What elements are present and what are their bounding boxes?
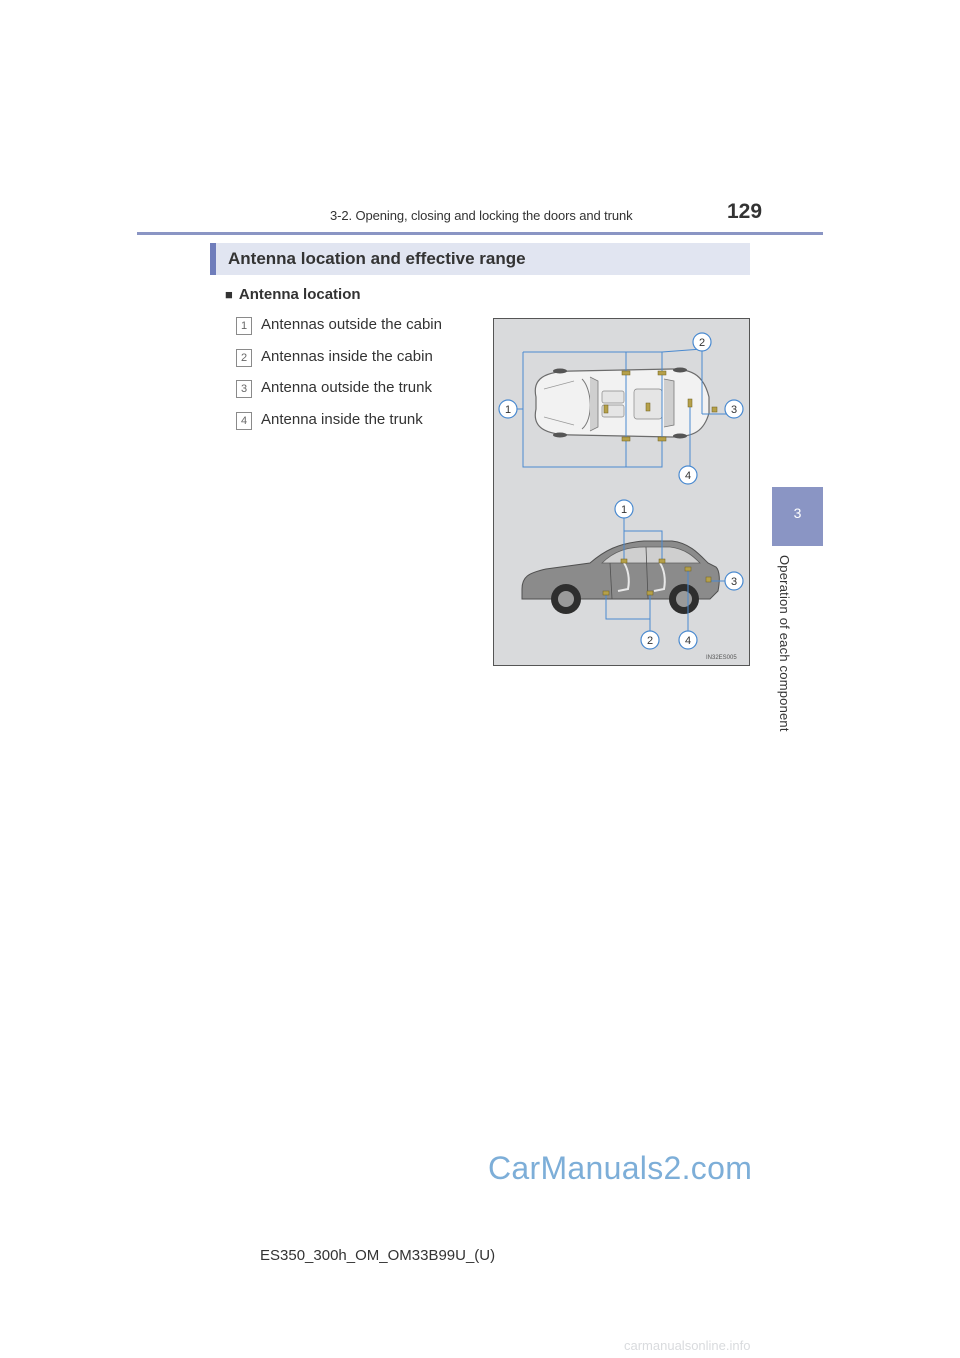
callout-label: 2 (698, 337, 706, 349)
section-title: Antenna location and effective range (228, 249, 526, 268)
square-bullet-icon: ■ (225, 287, 233, 302)
watermark-logo: CarManuals2.com (488, 1150, 753, 1186)
callout-number: 3 (236, 380, 252, 398)
section-header (210, 243, 750, 275)
list-item-text: Antenna outside the trunk (261, 379, 432, 396)
callout-label: 3 (730, 576, 738, 588)
manual-code: ES350_300h_OM_OM33B99U_(U) (260, 1247, 496, 1264)
car-side-view (522, 541, 719, 614)
callout-number: 4 (236, 412, 252, 430)
list-item-text: Antenna inside the trunk (261, 410, 423, 428)
car-top-view (535, 368, 709, 439)
callout-label: 2 (646, 635, 654, 647)
figure-code: IN32ES005 (706, 655, 737, 661)
list-item-text: Antennas outside the cabin (261, 316, 442, 333)
car-diagram (494, 319, 749, 665)
header-rule (137, 232, 823, 235)
callout-label: 1 (504, 404, 512, 416)
callout-label: 3 (730, 404, 738, 416)
running-header: 3-2. Opening, closing and locking the doors and trunk (330, 208, 633, 223)
callout-number: 1 (236, 317, 252, 335)
chapter-tab-label: Operation of each component (777, 555, 792, 732)
list-item (236, 316, 476, 348)
watermark-url: carmanualsonline.info (624, 1338, 751, 1353)
page-number: 129 (727, 200, 763, 223)
list-item (236, 348, 476, 380)
list-item (236, 411, 476, 443)
sub-heading-text: Antenna location (238, 286, 361, 303)
callout-number: 2 (236, 349, 252, 367)
list-item (236, 379, 476, 411)
callout-label: 4 (684, 635, 692, 647)
antenna-location-figure (493, 318, 750, 666)
sub-heading (225, 286, 361, 303)
legend-list (236, 316, 476, 442)
callout-label: 4 (684, 470, 692, 482)
chapter-tab: 3 (772, 487, 823, 546)
list-item-text: Antennas inside the cabin (261, 347, 433, 365)
callout-label: 1 (620, 504, 628, 516)
